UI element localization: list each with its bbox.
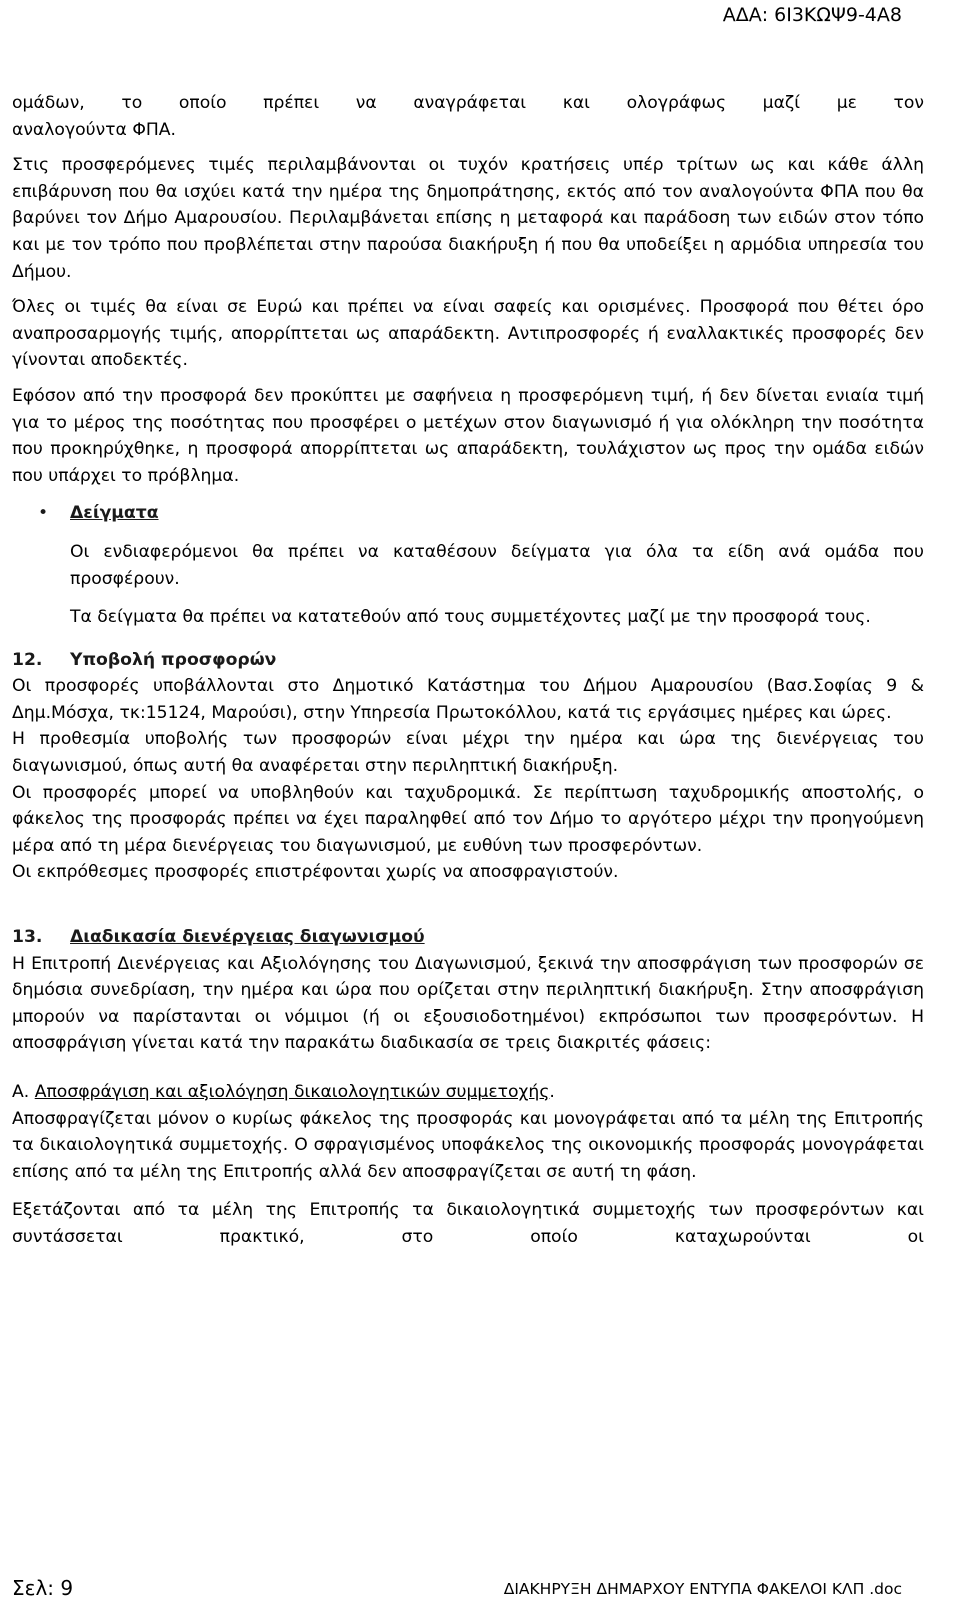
- samples-title: Δείγματα: [70, 503, 159, 524]
- section-13-paragraph-1: Η Επιτροπή Διενέργειας και Αξιολόγησης του Διαγωνισμού, ξεκινά την αποσφράγιση των προσφορών σε δημόσια συνεδρίαση, την ημέρα και ώρα που ορίζεται στην περιληπτική διακήρυξη. Στην αποσφράγιση μπορούν να παρίστανται οι νόμιμοι (ή οι εξουσιοδοτημένοι) εκπρόσωποι των προσφερόντων. Η αποσφράγιση γίνεται κατά την παρακάτω διαδικασία σε τρεις διακριτές φάσεις:: [12, 953, 924, 1054]
- section-12-paragraph-2: Η προθεσμία υποβολής των προσφορών είναι μέχρι την ημέρα και ώρα της διενέργειας του διαγωνισμού, όπως αυτή θα αναφέρεται στην περιληπτική διακήρυξη.: [12, 729, 924, 777]
- section-12-paragraph-1: Οι προσφορές υποβάλλονται στο Δημοτικό Κατάστημα του Δήμου Αμαρουσίου (Βασ.Σοφίας 9 & Δημ.Μόσχα, τκ:15124, Μαρούσι), στην Υπηρεσία Πρωτοκόλλου, κατά τις εργάσιμες ημέρες και ώρες.: [12, 676, 924, 723]
- samples-paragraph-1: Οι ενδιαφερόμενοι θα πρέπει να καταθέσουν δείγματα για όλα τα είδη ανά ομάδα που προσφέρουν.: [70, 541, 924, 589]
- phase-a-label: Α.: [12, 1082, 30, 1102]
- paragraph-continuation-b: αναλογούντα ΦΠΑ.: [12, 119, 176, 140]
- samples-heading: [12, 500, 924, 527]
- bullet-icon: •: [38, 503, 49, 524]
- paragraph-continuation-a: ομάδων, το οποίο πρέπει να αναγράφεται και ολογράφως μαζί με τον: [12, 93, 924, 113]
- section-13-number: 13.: [12, 927, 43, 948]
- section-13-title: Διαδικασία διενέργειας διαγωνισμού: [70, 927, 425, 948]
- paragraph-price-clarity: Εφόσον από την προσφορά δεν προκύπτει με σαφήνεια η προσφερόμενη τιμή, ή δεν δίνεται ενιαία τιμή για το μέρος της ποσότητας που προσφέρει ο μετέχων στον διαγωνισμό ή για ολόκληρη την ποσότητα που προκηρύχθηκε, η προσφορά απορρίπτεται ως απαράδεκτη, τουλάχιστον ως προς την ομάδα ειδών που υπάρχει το πρόβλημα.: [12, 385, 924, 486]
- phase-a-title: Αποσφράγιση και αξιολόγηση δικαιολογητικών συμμετοχής: [34, 1082, 550, 1102]
- page-number: Σελ: 9: [12, 1576, 74, 1600]
- section-13-heading: [12, 924, 924, 951]
- section-12-paragraph-4: Οι εκπρόθεσμες προσφορές επιστρέφονται χωρίς να αποσφραγιστούν.: [12, 862, 619, 883]
- section-12-paragraph-3: Οι προσφορές μπορεί να υποβληθούν και ταχυδρομικά. Σε περίπτωση ταχυδρομικής αποστολής, ο φάκελος της προσφοράς πρέπει να έχει παραληφθεί από τον Δήμο το αργότερο μέχρι την προηγούμενη μέρα από τη μέρα διενέργειας του διαγωνισμού, με ευθύνη των προσφερόντων.: [12, 782, 924, 856]
- section-12-title: Υποβολή προσφορών: [70, 649, 277, 670]
- section-13-paragraph-3: Εξετάζονται από τα μέλη της Επιτροπής τα δικαιολογητικά συμμετοχής των προσφερόντων και συντάσσεται πρακτικό, στο οποίο καταχωρούνται οι: [12, 1200, 924, 1247]
- document-filename: ΔΙΑΚΗΡΥΞΗ ΔΗΜΑΡΧΟΥ ΕΝΤΥΠΑ ΦΑΚΕΛΟΙ ΚΛΠ .doc: [503, 1580, 902, 1598]
- phase-a-heading: [12, 1079, 924, 1106]
- paragraph-prices-euro: Όλες οι τιμές θα είναι σε Ευρώ και πρέπει να είναι σαφείς και ορισμένες. Προσφορά που θέτει όρο αναπροσαρμογής τιμής, απορρίπτεται ως απαράδεκτη. Αντιπροσφορές ή εναλλακτικές προσφορές δεν γίνονται αποδεκτές.: [12, 297, 924, 371]
- section-12-number: 12.: [12, 649, 43, 670]
- document-body: [12, 90, 924, 1251]
- samples-paragraph-2: Τα δείγματα θα πρέπει να κατατεθούν από τους συμμετέχοντες μαζί με την προσφορά τους.: [70, 607, 871, 628]
- phase-a-end: .: [549, 1082, 555, 1102]
- ada-header: ΑΔΑ: 6Ι3ΚΩΨ9-4Α8: [722, 4, 902, 26]
- section-12-heading: [12, 647, 924, 674]
- section-13-paragraph-2: Αποσφραγίζεται μόνον ο κυρίως φάκελος της προσφοράς και μονογράφεται από τα μέλη της Επιτροπής τα δικαιολογητικά συμμετοχής. Ο σφραγισμένος υποφάκελος της οικονομικής προσφοράς μονογράφεται επίσης από τα μέλη της Επιτροπής αλλά δεν αποσφραγίζεται σε αυτή τη φάση.: [12, 1108, 924, 1182]
- paragraph-prices-include: Στις προσφερόμενες τιμές περιλαμβάνονται οι τυχόν κρατήσεις υπέρ τρίτων ως και κάθε άλλη επιβάρυνση που θα ισχύει κατά την ημέρα της δημοπράτησης, εκτός από τον αναλογούντα ΦΠΑ που θα βαρύνει τον Δήμο Αμαρουσίου. Περιλαμβάνεται επίσης η μεταφορά και παράδοση των ειδών στον τόπο και με τον τρόπο που προβλέπεται στην παρούσα διακήρυξη ή που θα υποδείξει η αρμόδια υπηρεσία του Δήμου.: [12, 155, 924, 282]
